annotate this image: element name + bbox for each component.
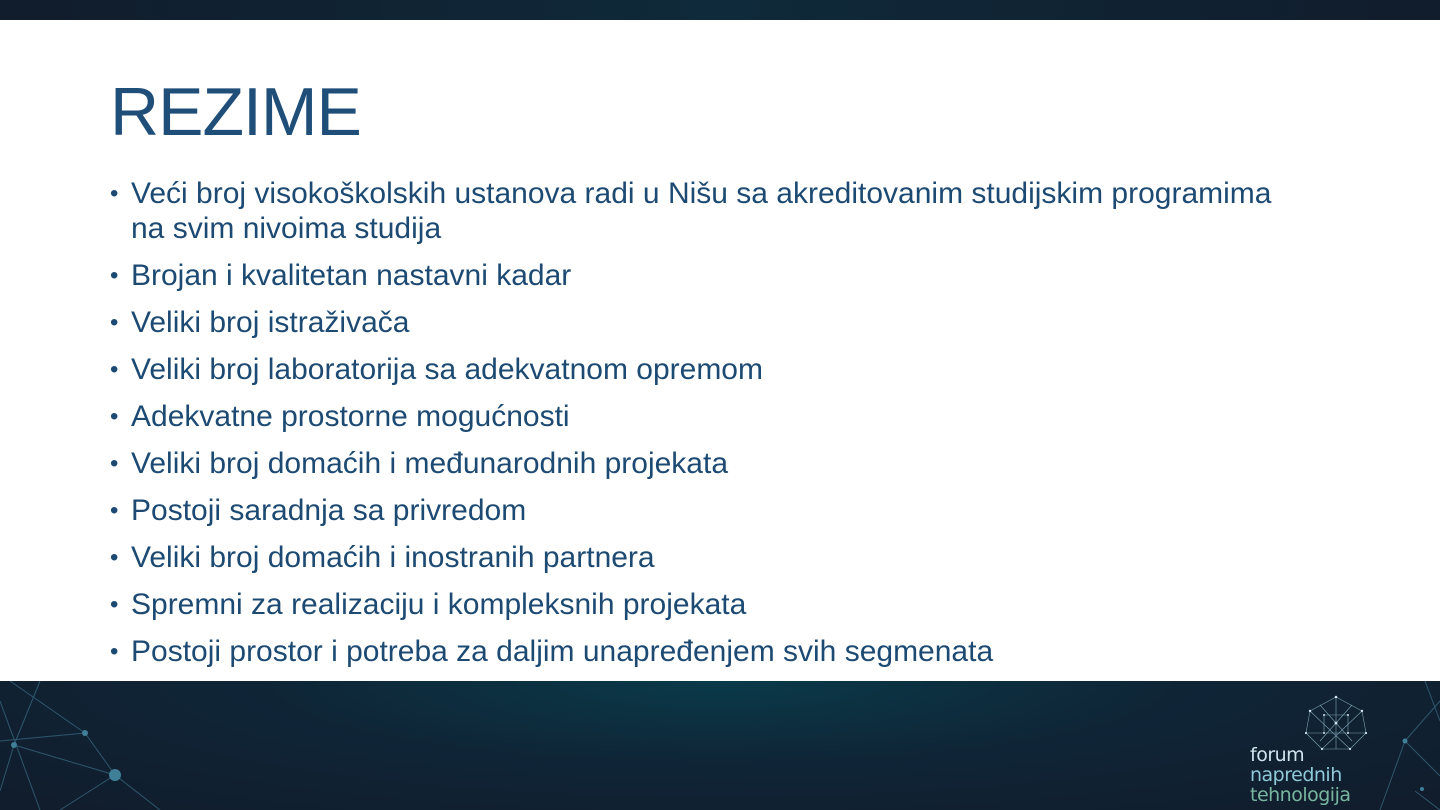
bullet-text: Postoji saradnja sa privredom (131, 494, 527, 527)
bullet-item (110, 399, 1310, 434)
bullet-dot: • (110, 591, 119, 618)
bullet-item (110, 493, 1310, 528)
bullet-item (110, 352, 1310, 387)
bullet-item (110, 446, 1310, 481)
bullet-item (110, 305, 1310, 340)
bullet-item (110, 540, 1310, 575)
logo-line-naprednih: naprednih (1250, 764, 1342, 786)
bullet-item (110, 176, 1310, 246)
network-globe-icon (1302, 693, 1370, 753)
slide-title: REZIME (110, 74, 361, 150)
bullet-item (110, 587, 1310, 622)
bullet-item (110, 258, 1310, 293)
bullet-text: Veći broj visokoškolskih ustanova radi u Nišu sa akreditovanim studijskim programima na svim nivoima studija (131, 177, 1272, 245)
bullet-dot: • (110, 450, 119, 477)
bullet-text: Spremni za realizaciju i kompleksnih projekata (131, 588, 747, 621)
bullet-item (110, 634, 1310, 669)
bullet-text: Adekvatne prostorne mogućnosti (131, 400, 570, 433)
bullet-text: Veliki broj laboratorija sa adekvatnom opremom (131, 353, 763, 386)
bottom-decorative-band (0, 681, 1440, 810)
bullet-text: Veliki broj domaćih i inostranih partnera (131, 541, 655, 574)
bullet-text: Postoji prostor i potreba za daljim unapređenjem svih segmenata (131, 635, 994, 668)
bullet-dot: • (110, 497, 119, 524)
bullet-dot: • (110, 356, 119, 383)
bullet-text: Brojan i kvalitetan nastavni kadar (131, 259, 572, 292)
forum-logo (1250, 691, 1380, 806)
logo-line-forum: forum (1250, 744, 1305, 766)
network-lines-decoration (0, 681, 1440, 810)
bullet-text: Veliki broj domaćih i međunarodnih projekata (131, 447, 729, 480)
bullet-dot: • (110, 638, 119, 665)
bullet-dot: • (110, 180, 119, 207)
bullet-dot: • (110, 262, 119, 289)
bullet-list (110, 176, 1310, 681)
top-decorative-band (0, 0, 1440, 20)
logo-wordmark (1250, 745, 1351, 805)
bullet-text: Veliki broj istraživača (131, 306, 410, 339)
bullet-dot: • (110, 403, 119, 430)
bullet-dot: • (110, 309, 119, 336)
bullet-dot: • (110, 544, 119, 571)
logo-line-tehnologija: tehnologija (1250, 784, 1351, 806)
